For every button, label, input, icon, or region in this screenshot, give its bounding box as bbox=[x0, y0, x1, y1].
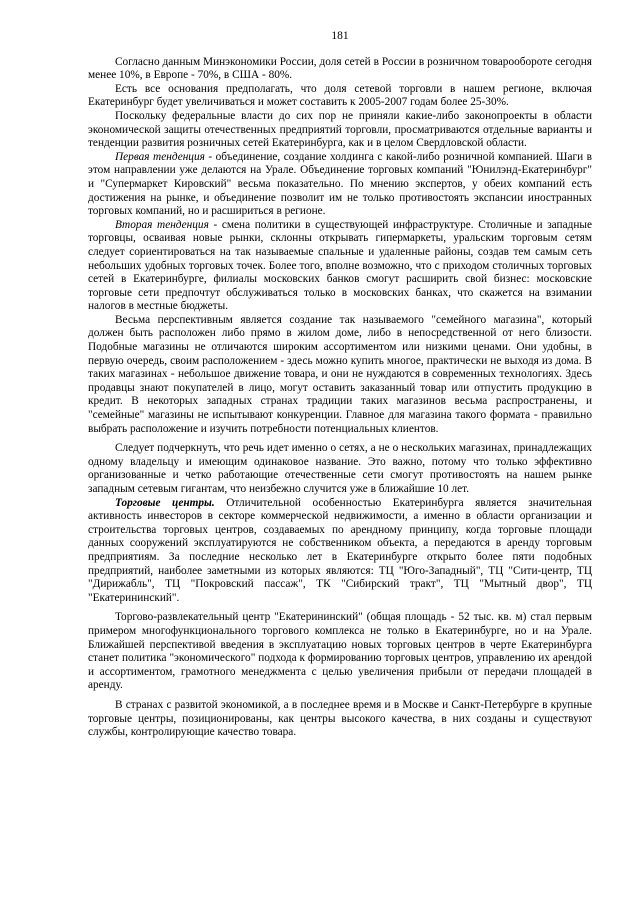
paragraph-retail-share: Согласно данным Минэкономики России, доля сетей в России в розничном товарообороте сегодня менее 10%, в Европе - 70%, в США - 80%. bbox=[88, 55, 592, 82]
shopping-centers-heading: Торговые центры. bbox=[115, 496, 215, 509]
page-number: 181 bbox=[331, 30, 349, 42]
paragraph-quality-control: В странах с развитой экономикой, а в последнее время и в Москве и Санкт-Петербурге в крупные торговые центры, позиционированы, как центры высокого качества, в них созданы и существуют службы, контролирующие качество товара. bbox=[88, 698, 592, 739]
first-trend-lead: Первая тенденция bbox=[115, 150, 205, 163]
second-trend-text: - смена политики в существующей инфраструктуре. Столичные и западные торговцы, осваивая новые рынки, склонны открывать гипермаркеты, уральским торговым сетям следует сориентироваться на так называемые спальные и удаленные районы, создав тем самым сеть небольших удобных торговых точек. Более того, вполне возможно, что с приходом столичных торговых сетей в Екатеринбурге, филиалы московских банков смогут расширить свой бизнес: московские торговые сети предпочтут обслуживаться только в московских банках, что скажется на взимании налогов в местные бюджеты. bbox=[88, 218, 592, 313]
paragraph-federal-policy: Поскольку федеральные власти до сих пор не приняли какие-либо законопроекты в области экономической защиты отечественных предприятий торговли, просматриваются отдельные варианты и тенденции развития розничных сетей Екатеринбурга, как и в целом Свердловской области. bbox=[88, 109, 592, 150]
paragraph-networks-emphasis: Следует подчеркнуть, что речь идет именно о сетях, а не о нескольких магазинах, принадлежащих одному владельцу и имеющим одинаковое название. Это важно, потому что только эффективно организованные и четко работающие отечественные сети смогут противостоять на нашем рынке западным сетевым гигантам, что неизбежно случится уже в ближайшие 10 лет. bbox=[88, 442, 592, 495]
paragraph-family-store: Весьма перспективным является создание так называемого "семейного магазина", который должен быть расположен либо прямо в жилом доме, либо в непосредственной от него близости. Подобные магазины не отличаются широким ассортиментом или низкими ценами. Они удобны, в первую очередь, своим расположением - здесь можно купить многое, практически не выходя из дома. В таких магазинах - небольшое движение товара, и они не нуждаются в современных технологиях. Здесь продавцы знают покупателей в лицо, могут оставить заказанный товар или отпустить продукцию в кредит. В некоторых западных странах традиции таких магазинов весьма распространены, и "семейные" магазины не испытывают конкуренции. Главное для магазина такого формата - правильно выбрать расположение и изучить потребности потенциальных клиентов. bbox=[88, 313, 592, 435]
paragraph-network-growth: Есть все основания предполагать, что доля сетевой торговли в нашем регионе, включая Екатеринбург будет увеличиваться и может составить к 2005-2007 годам более 25-30%. bbox=[88, 82, 592, 109]
paragraph-second-trend bbox=[88, 219, 592, 314]
first-trend-text: - объединение, создание холдинга с какой-либо розничной компанией. Шаги в этом направлении уже делаются на Урале. Объединение торговых компаний "Юнилэнд-Екатеринбург" и "Супермаркет Кировский" весьма показательно. По мнению экспертов, у обеих компаний есть достижения на рынке, и объединение позволит им не только противостоять экспансии иностранных торговых компаний, но и расшириться в регионе. bbox=[88, 150, 592, 218]
paragraph-ekaterininsky-center: Торгово-развлекательный центр "Екатерининский" (общая площадь - 52 тыс. кв. м) стал первым примером многофункционального торгового комплекса не только в Екатеринбурге, но и на Урале. Ближайшей перспективой введения в эксплуатацию новых торговых центров в черте Екатеринбурга станет политика "экономического" подхода к формированию торговых центров, управлению их арендой и ассортиментом, грамотного менеджмента с целью увеличения прибыли от передачи площадей в аренду. bbox=[88, 611, 592, 692]
shopping-centers-text: Отличительной особенностью Екатеринбурга является значительная активность инвесторов в секторе коммерческой недвижимости, а именно в области организации и строительства торговых центров, создаваемых по арендному принципу, когда торговые площади данных сооружений эксплуатируются не собственником объекта, а передаются в аренду торговым предприятиям. За последние несколько лет в Екатеринбурге открыто более пяти подобных предприятий, наиболее заметными из которых являются: ТЦ "Юго-Западный", ТЦ "Сити-центр, ТЦ "Дирижабль", ТЦ "Покровский пассаж", ТК "Сибирский тракт", ТЦ "Мытный двор", ТЦ "Екатерининский". bbox=[88, 496, 592, 604]
paragraph-shopping-centers bbox=[88, 497, 592, 606]
second-trend-lead: Вторая тенденция bbox=[115, 218, 209, 231]
paragraph-first-trend bbox=[88, 151, 592, 219]
